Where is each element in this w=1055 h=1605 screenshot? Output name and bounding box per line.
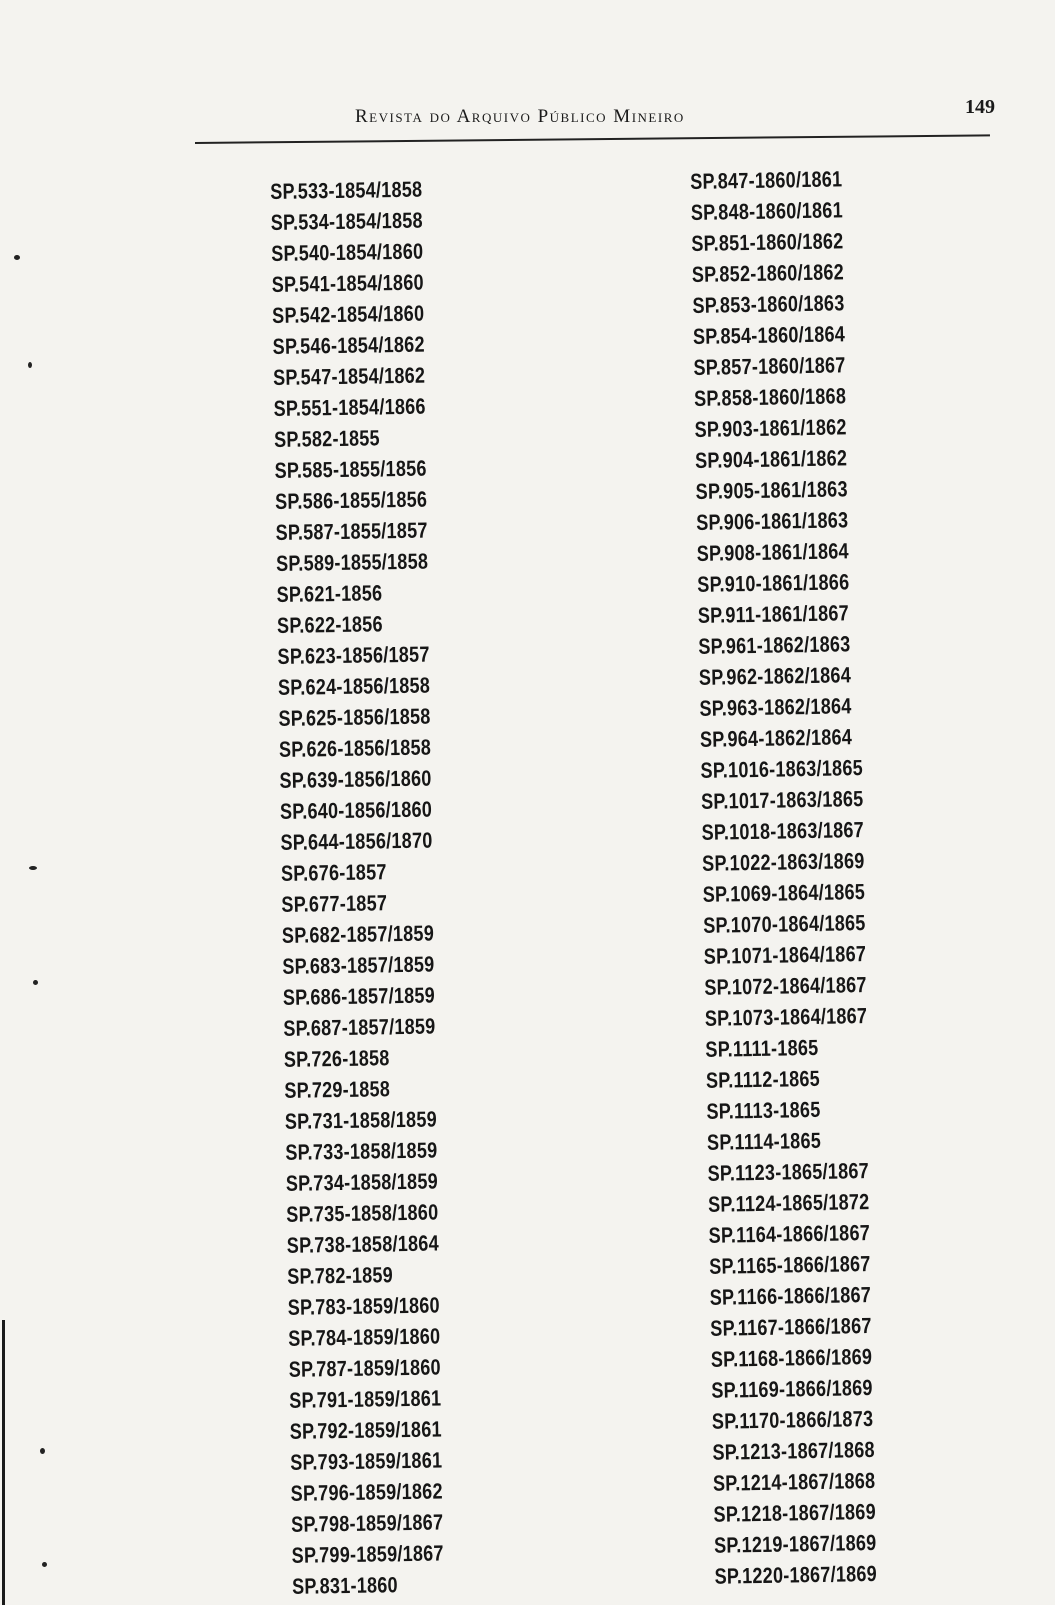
index-entry: SP.1165-1866/1867 — [708, 1251, 871, 1279]
index-entry: SP.639-1856/1860 — [279, 765, 432, 793]
index-entry: SP.626-1856/1858 — [278, 734, 432, 762]
index-entry: SP.547-1854/1862 — [272, 362, 426, 390]
running-header — [195, 92, 995, 152]
index-entry: SP.787-1859/1860 — [288, 1354, 441, 1382]
index-entry: SP.586-1855/1856 — [274, 486, 428, 514]
index-entry: SP.782-1859 — [287, 1262, 394, 1289]
scan-speck — [28, 362, 32, 368]
index-entry: SP.1113-1865 — [706, 1096, 821, 1124]
index-entry: SP.1214-1867/1868 — [712, 1467, 876, 1496]
index-entry: SP.798-1859/1867 — [290, 1509, 444, 1537]
page-number: 149 — [965, 96, 995, 118]
index-entry: SP.541-1854/1860 — [271, 269, 424, 297]
binding-edge — [2, 1320, 5, 1605]
index-entry: SP.1213-1867/1868 — [712, 1436, 876, 1465]
index-entry: SP.1017-1863/1865 — [700, 786, 864, 814]
index-entry: SP.1073-1864/1867 — [704, 1003, 868, 1031]
index-entry: SP.1168-1866/1869 — [710, 1344, 873, 1372]
index-entry: SP.1170-1866/1873 — [711, 1405, 874, 1434]
index-entry: SP.551-1854/1866 — [273, 393, 426, 421]
index-entry: SP.904-1861/1862 — [694, 445, 848, 473]
index-entry: SP.1166-1866/1867 — [709, 1282, 872, 1310]
index-entry: SP.963-1862/1864 — [699, 693, 852, 721]
index-entry: SP.735-1858/1860 — [286, 1199, 439, 1227]
index-entry: SP.729-1858 — [284, 1076, 391, 1103]
journal-title: Revista do Arquivo Público Mineiro — [355, 106, 685, 127]
index-entry: SP.733-1858/1859 — [285, 1137, 438, 1165]
index-entry: SP.962-1862/1864 — [698, 662, 852, 690]
index-entry: SP.791-1859/1861 — [289, 1385, 442, 1413]
index-entry: SP.1124-1865/1872 — [707, 1189, 870, 1217]
scan-speck — [33, 980, 38, 985]
index-entry: SP.726-1858 — [283, 1045, 390, 1072]
index-entry: SP.1218-1867/1869 — [713, 1498, 877, 1527]
index-entry: SP.534-1854/1858 — [270, 207, 423, 235]
index-entry: SP.854-1860/1864 — [692, 321, 846, 349]
index-entry: SP.1220-1867/1869 — [714, 1560, 878, 1589]
scan-speck — [29, 866, 37, 870]
index-entry: SP.1123-1865/1867 — [707, 1158, 870, 1186]
right-column — [690, 163, 913, 1592]
index-entry: SP.831-1860 — [291, 1572, 399, 1599]
index-entry: SP.621-1856 — [276, 580, 383, 607]
header-rule — [195, 134, 990, 144]
index-entry: SP.622-1856 — [276, 611, 383, 638]
index-entry: SP.847-1860/1861 — [690, 166, 843, 194]
index-entry: SP.858-1860/1868 — [693, 383, 847, 411]
index-entry: SP.1219-1867/1869 — [713, 1529, 877, 1558]
index-entry: SP.540-1854/1860 — [271, 238, 424, 266]
index-entry: SP.906-1861/1863 — [696, 507, 849, 535]
index-entry: SP.587-1855/1857 — [275, 517, 428, 545]
index-entry: SP.677-1857 — [281, 890, 388, 917]
index-entry: SP.799-1859/1867 — [291, 1540, 444, 1568]
index-entry: SP.533-1854/1858 — [270, 176, 423, 204]
index-entry: SP.796-1859/1862 — [290, 1478, 443, 1506]
index-entry: SP.644-1856/1870 — [280, 827, 433, 855]
index-entry: SP.1072-1864/1867 — [704, 972, 867, 1000]
index-entry: SP.911-1861/1867 — [697, 600, 850, 628]
index-entry: SP.783-1859/1860 — [287, 1292, 441, 1320]
index-entry: SP.687-1857/1859 — [283, 1013, 436, 1041]
index-entry: SP.542-1854/1860 — [271, 300, 425, 328]
index-entry: SP.1167-1866/1867 — [710, 1313, 872, 1341]
index-entry: SP.1069-1864/1865 — [702, 879, 866, 907]
index-entry: SP.852-1860/1862 — [691, 259, 845, 287]
index-entry: SP.676-1857 — [280, 859, 387, 886]
left-column — [270, 173, 478, 1602]
index-entry: SP.792-1859/1861 — [289, 1416, 442, 1444]
index-entry: SP.964-1862/1864 — [699, 724, 853, 752]
scan-speck — [14, 255, 20, 260]
index-entry: SP.585-1855/1856 — [274, 455, 427, 483]
index-entry: SP.625-1856/1858 — [278, 703, 431, 731]
index-entry: SP.682-1857/1859 — [281, 920, 435, 948]
index-entry: SP.624-1856/1858 — [277, 672, 431, 700]
index-entry: SP.905-1861/1863 — [695, 476, 848, 504]
index-entry: SP.857-1860/1867 — [693, 352, 846, 380]
index-entry: SP.1169-1866/1869 — [711, 1374, 873, 1403]
index-entry: SP.1111-1865 — [705, 1034, 819, 1062]
index-entry: SP.640-1856/1860 — [279, 796, 433, 824]
index-entry: SP.961-1862/1863 — [698, 631, 851, 659]
index-entry: SP.738-1858/1864 — [286, 1230, 440, 1258]
index-entry: SP.908-1861/1864 — [696, 538, 850, 566]
index-entry: SP.903-1861/1862 — [694, 414, 847, 442]
index-entry: SP.793-1859/1861 — [290, 1447, 443, 1475]
index-entry: SP.848-1860/1861 — [690, 197, 844, 225]
index-entry: SP.853-1860/1863 — [692, 290, 845, 318]
index-entry: SP.1071-1864/1867 — [703, 941, 867, 969]
index-entry: SP.731-1858/1859 — [284, 1106, 438, 1134]
index-entry: SP.683-1857/1859 — [282, 951, 435, 979]
scan-speck — [42, 1562, 47, 1567]
index-entry: SP.851-1860/1862 — [691, 228, 844, 256]
index-entry: SP.734-1858/1859 — [285, 1168, 439, 1196]
index-entry: SP.589-1855/1858 — [275, 548, 429, 576]
index-entry: SP.784-1859/1860 — [288, 1323, 441, 1351]
index-entry: SP.686-1857/1859 — [282, 982, 436, 1010]
index-entry: SP.1112-1865 — [705, 1065, 821, 1093]
index-entry: SP.623-1856/1857 — [277, 641, 430, 669]
index-entry: SP.546-1854/1862 — [272, 331, 425, 359]
index-entry: SP.910-1861/1866 — [697, 569, 850, 597]
index-entry: SP.582-1855 — [273, 425, 381, 452]
index-entry: SP.1164-1866/1867 — [708, 1220, 871, 1248]
index-entry: SP.1016-1863/1865 — [700, 755, 864, 783]
index-entry: SP.1070-1864/1865 — [703, 910, 866, 938]
scan-speck — [40, 1448, 45, 1454]
index-entry: SP.1018-1863/1867 — [701, 817, 865, 845]
index-entry: SP.1114-1865 — [706, 1127, 822, 1155]
index-entry: SP.1022-1863/1869 — [701, 848, 865, 876]
